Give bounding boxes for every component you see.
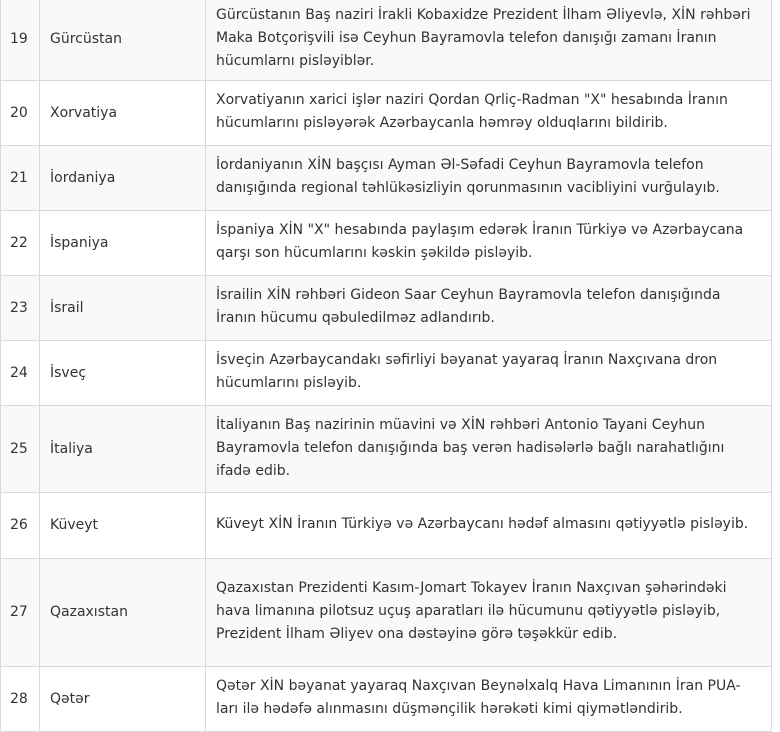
- statement-text: İordaniyanın XİN başçısı Ayman Əl-Səfadi Ceyhun Bayramovla telefon danışığında regional təhlükəsizliyin qorunmasının vacibliyini vurğulayıb.: [206, 146, 772, 211]
- table-row: [1, 667, 772, 732]
- table-row: [1, 0, 772, 81]
- statement-text: İsveçin Azərbaycandakı səfirliyi bəyanat yayaraq İranın Naxçıvana dron hücumlarını pisləyib.: [206, 341, 772, 406]
- country-name: İsveç: [40, 341, 206, 406]
- statement-text: Qətər XİN bəyanat yayaraq Naxçıvan Beynəlxalq Hava Limanının İran PUA-ları ilə hədəfə alınmasını düşmənçilik hərəkəti kimi qiymətləndirib.: [206, 667, 772, 732]
- table-body: [1, 0, 772, 732]
- row-number: 20: [1, 81, 40, 146]
- table-row: [1, 81, 772, 146]
- country-name: Gürcüstan: [40, 0, 206, 81]
- row-number: 28: [1, 667, 40, 732]
- country-name: Küveyt: [40, 493, 206, 559]
- table-row: [1, 493, 772, 559]
- country-name: İtaliya: [40, 406, 206, 493]
- table-row: [1, 276, 772, 341]
- statement-text: İtaliyanın Baş nazirinin müavini və XİN rəhbəri Antonio Tayani Ceyhun Bayramovla telefon danışığında baş verən hadisələrlə bağlı narahatlığını ifadə edib.: [206, 406, 772, 493]
- row-number: 24: [1, 341, 40, 406]
- table-row: [1, 146, 772, 211]
- statement-text: İsrailin XİN rəhbəri Gideon Saar Ceyhun Bayramovla telefon danışığında İranın hücumu qəbuledilməz adlandırıb.: [206, 276, 772, 341]
- country-name: İsrail: [40, 276, 206, 341]
- row-number: 27: [1, 559, 40, 667]
- row-number: 22: [1, 211, 40, 276]
- row-number: 21: [1, 146, 40, 211]
- statement-text: Xorvatiyanın xarici işlər naziri Qordan Qrliç-Radman "X" hesabında İranın hücumlarını pisləyərək Azərbaycanla həmrəy olduqlarını bildirib.: [206, 81, 772, 146]
- country-name: Qətər: [40, 667, 206, 732]
- table-row: [1, 341, 772, 406]
- statement-text: Gürcüstanın Baş naziri İrakli Kobaxidze Prezident İlham Əliyevlə, XİN rəhbəri Maka Botçorişvili isə Ceyhun Bayramovla telefon danışığı zamanı İranın hücumlarnı pisləyiblər.: [206, 0, 772, 81]
- statement-text: Küveyt XİN İranın Türkiyə və Azərbaycanı hədəf almasını qətiyyətlə pisləyib.: [206, 493, 772, 559]
- table-row: [1, 559, 772, 667]
- country-name: İspaniya: [40, 211, 206, 276]
- table-row: [1, 406, 772, 493]
- row-number: 25: [1, 406, 40, 493]
- statement-text: Qazaxıstan Prezidenti Kasım-Jomart Tokayev İranın Naxçıvan şəhərindəki hava limanına pilotsuz uçuş aparatları ilə hücumunu qətiyyətlə pisləyib, Prezident İlham Əliyev ona dəstəyinə görə təşəkkür edib.: [206, 559, 772, 667]
- country-name: İordaniya: [40, 146, 206, 211]
- row-number: 23: [1, 276, 40, 341]
- country-name: Qazaxıstan: [40, 559, 206, 667]
- table-row: [1, 211, 772, 276]
- country-name: Xorvatiya: [40, 81, 206, 146]
- statement-text: İspaniya XİN "X" hesabında paylaşım edərək İranın Türkiyə və Azərbaycana qarşı son hücumlarını kəskin şəkildə pisləyib.: [206, 211, 772, 276]
- row-number: 19: [1, 0, 40, 81]
- row-number: 26: [1, 493, 40, 559]
